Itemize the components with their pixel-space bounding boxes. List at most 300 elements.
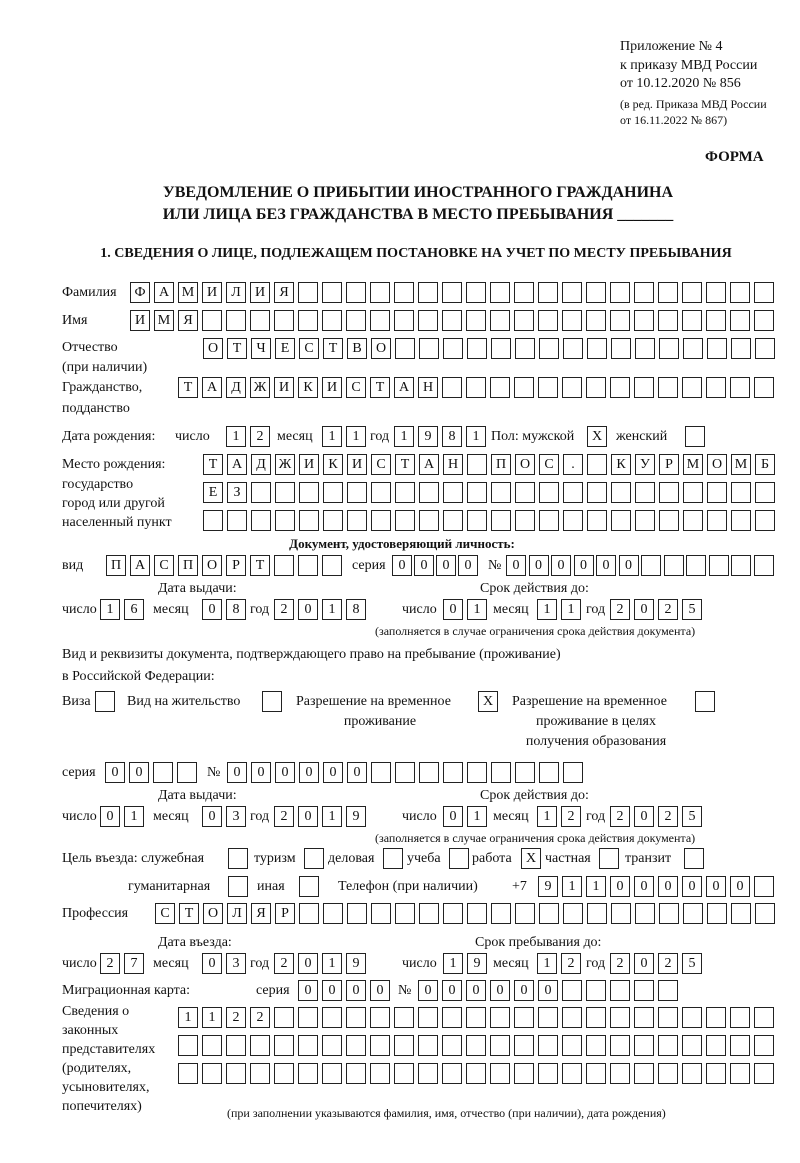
dob-day-cell[interactable]: 1 [226,426,246,447]
citizenship-cell[interactable] [514,377,534,398]
pob2-cell[interactable]: Е [203,482,223,503]
pob2-cell[interactable] [251,482,271,503]
citizenship-cell[interactable] [682,377,702,398]
pob3-cell[interactable] [683,510,703,531]
reps1-cell[interactable] [562,1007,582,1028]
patronymic-cell[interactable]: С [299,338,319,359]
citizenship-cell[interactable]: Т [178,377,198,398]
citizenship-cell[interactable] [706,377,726,398]
rd-series-cell[interactable]: 0 [129,762,149,783]
reps1-cell[interactable] [418,1007,438,1028]
surname-cell[interactable] [658,282,678,303]
name-cell[interactable] [706,310,726,331]
pob1-cell[interactable]: И [299,454,319,475]
pob3-cell[interactable] [611,510,631,531]
surname-cell[interactable] [754,282,774,303]
patronymic-cell[interactable]: Е [275,338,295,359]
reps1-cell[interactable] [538,1007,558,1028]
pob1-cell[interactable]: А [227,454,247,475]
entry-year-cell[interactable]: 1 [322,953,342,974]
reps2-cell[interactable] [250,1035,270,1056]
sex-female-cell[interactable] [685,426,705,447]
rd-number-cell[interactable] [515,762,535,783]
reps1-cell[interactable] [754,1007,774,1028]
phone-cell[interactable]: 0 [610,876,630,897]
phone-cell[interactable]: 0 [658,876,678,897]
p-humanitarian-cell[interactable] [228,876,248,897]
reps1-cell[interactable] [730,1007,750,1028]
reps3-cell[interactable] [298,1063,318,1084]
dob-year-cell[interactable]: 9 [418,426,438,447]
patronymic-cell[interactable] [443,338,463,359]
pob2-cell[interactable] [419,482,439,503]
pob1-cell[interactable]: О [707,454,727,475]
reps2-cell[interactable] [394,1035,414,1056]
patronymic-cell[interactable]: Т [227,338,247,359]
id-series-cell[interactable]: 0 [414,555,434,576]
surname-cell[interactable] [562,282,582,303]
pob2-cell[interactable] [539,482,559,503]
pob2-cell[interactable] [443,482,463,503]
pob2-cell[interactable] [731,482,751,503]
reps3-cell[interactable] [466,1063,486,1084]
profession-cell[interactable] [515,903,535,924]
pob1-cell[interactable]: Д [251,454,271,475]
reps1-cell[interactable]: 2 [226,1007,246,1028]
profession-cell[interactable] [659,903,679,924]
pob1-cell[interactable]: М [731,454,751,475]
id-series-cell[interactable]: 0 [458,555,478,576]
pob2-cell[interactable] [323,482,343,503]
reps2-cell[interactable] [514,1035,534,1056]
mc-series-cell[interactable]: 0 [322,980,342,1001]
id-kind-cell[interactable]: С [154,555,174,576]
p-tourism-cell[interactable] [304,848,324,869]
citizenship-cell[interactable] [562,377,582,398]
reps2-cell[interactable] [418,1035,438,1056]
pob1-cell[interactable]: Н [443,454,463,475]
patronymic-cell[interactable] [659,338,679,359]
name-cell[interactable] [754,310,774,331]
mc-number-cell[interactable]: 0 [442,980,462,1001]
reps2-cell[interactable] [610,1035,630,1056]
pob2-cell[interactable] [755,482,775,503]
dob-year-cell[interactable]: 8 [442,426,462,447]
reps3-cell[interactable] [322,1063,342,1084]
pob3-cell[interactable] [539,510,559,531]
pob2-cell[interactable] [275,482,295,503]
name-cell[interactable] [346,310,366,331]
patronymic-cell[interactable] [611,338,631,359]
citizenship-cell[interactable] [634,377,654,398]
sex-male-cell[interactable]: X [587,426,607,447]
id-valid-year-cell[interactable]: 2 [610,599,630,620]
reps3-cell[interactable] [634,1063,654,1084]
pob3-cell[interactable] [203,510,223,531]
pob2-cell[interactable] [467,482,487,503]
rd-issue-year-cell[interactable]: 9 [346,806,366,827]
surname-cell[interactable] [682,282,702,303]
pob3-cell[interactable] [515,510,535,531]
surname-cell[interactable] [706,282,726,303]
pob1-cell[interactable]: С [371,454,391,475]
reps2-cell[interactable] [298,1035,318,1056]
rd-valid-day-cell[interactable]: 0 [443,806,463,827]
entry-year-cell[interactable]: 2 [274,953,294,974]
p-business-cell[interactable] [383,848,403,869]
reps3-cell[interactable] [418,1063,438,1084]
surname-cell[interactable] [634,282,654,303]
citizenship-cell[interactable]: Н [418,377,438,398]
reps1-cell[interactable]: 2 [250,1007,270,1028]
surname-cell[interactable] [538,282,558,303]
patronymic-cell[interactable] [563,338,583,359]
reps2-cell[interactable] [586,1035,606,1056]
name-cell[interactable] [466,310,486,331]
rd-number-cell[interactable] [491,762,511,783]
reps2-cell[interactable] [490,1035,510,1056]
reps1-cell[interactable] [514,1007,534,1028]
id-number-cell[interactable]: 0 [529,555,549,576]
surname-cell[interactable] [298,282,318,303]
profession-cell[interactable]: Р [275,903,295,924]
pob1-cell[interactable]: О [515,454,535,475]
p-study-cell[interactable] [449,848,469,869]
pob1-cell[interactable]: У [635,454,655,475]
dob-day-cell[interactable]: 2 [250,426,270,447]
reps2-cell[interactable] [370,1035,390,1056]
rd-valid-year-cell[interactable]: 5 [682,806,702,827]
patronymic-cell[interactable] [419,338,439,359]
rd-series-cell[interactable] [153,762,173,783]
visa-cell[interactable] [95,691,115,712]
pob2-cell[interactable] [587,482,607,503]
pob1-cell[interactable]: М [683,454,703,475]
profession-cell[interactable] [731,903,751,924]
entry-year-cell[interactable]: 9 [346,953,366,974]
p-work-cell[interactable]: X [521,848,541,869]
patronymic-cell[interactable] [635,338,655,359]
pob3-cell[interactable] [731,510,751,531]
phone-cell[interactable]: 1 [586,876,606,897]
id-number-cell[interactable] [641,555,661,576]
stay-year-cell[interactable]: 5 [682,953,702,974]
name-cell[interactable] [658,310,678,331]
reps1-cell[interactable] [706,1007,726,1028]
id-series-cell[interactable]: 0 [436,555,456,576]
reps3-cell[interactable] [274,1063,294,1084]
rd-issue-month-cell[interactable]: 0 [202,806,222,827]
residence-cell[interactable] [262,691,282,712]
mc-number-cell[interactable]: 0 [466,980,486,1001]
profession-cell[interactable] [635,903,655,924]
p-other-cell[interactable] [299,876,319,897]
entry-year-cell[interactable]: 0 [298,953,318,974]
patronymic-cell[interactable] [683,338,703,359]
pob1-cell[interactable]: С [539,454,559,475]
id-number-cell[interactable]: 0 [574,555,594,576]
rd-issue-year-cell[interactable]: 1 [322,806,342,827]
pob2-cell[interactable] [683,482,703,503]
pob1-cell[interactable]: П [491,454,511,475]
reps2-cell[interactable] [754,1035,774,1056]
rd-valid-day-cell[interactable]: 1 [467,806,487,827]
reps2-cell[interactable] [538,1035,558,1056]
pob2-cell[interactable] [299,482,319,503]
id-issue-year-cell[interactable]: 0 [298,599,318,620]
reps1-cell[interactable]: 1 [202,1007,222,1028]
pob3-cell[interactable] [443,510,463,531]
reps2-cell[interactable] [706,1035,726,1056]
name-cell[interactable] [298,310,318,331]
pob1-cell[interactable]: А [419,454,439,475]
pob3-cell[interactable] [755,510,775,531]
phone-cell[interactable]: 0 [634,876,654,897]
profession-cell[interactable] [395,903,415,924]
entry-day-cell[interactable]: 7 [124,953,144,974]
patronymic-cell[interactable] [467,338,487,359]
citizenship-cell[interactable] [442,377,462,398]
stay-year-cell[interactable]: 2 [610,953,630,974]
id-number-cell[interactable]: 0 [596,555,616,576]
phone-cell[interactable]: 9 [538,876,558,897]
patronymic-cell[interactable]: В [347,338,367,359]
p-private-cell[interactable] [599,848,619,869]
reps1-cell[interactable] [322,1007,342,1028]
reps3-cell[interactable] [226,1063,246,1084]
id-valid-year-cell[interactable]: 5 [682,599,702,620]
stay-month-cell[interactable]: 1 [537,953,557,974]
surname-cell[interactable] [418,282,438,303]
reps3-cell[interactable] [730,1063,750,1084]
id-number-cell[interactable] [664,555,684,576]
reps3-cell[interactable] [178,1063,198,1084]
pob3-cell[interactable] [395,510,415,531]
rd-number-cell[interactable] [563,762,583,783]
entry-day-cell[interactable]: 2 [100,953,120,974]
citizenship-cell[interactable]: К [298,377,318,398]
mc-series-cell[interactable]: 0 [346,980,366,1001]
phone-cell[interactable]: 0 [706,876,726,897]
mc-series-cell[interactable]: 0 [370,980,390,1001]
pob2-cell[interactable] [515,482,535,503]
reps1-cell[interactable] [682,1007,702,1028]
profession-cell[interactable]: С [155,903,175,924]
rd-issue-day-cell[interactable]: 0 [100,806,120,827]
profession-cell[interactable] [707,903,727,924]
id-kind-cell[interactable] [322,555,342,576]
citizenship-cell[interactable] [730,377,750,398]
pob1-cell[interactable] [587,454,607,475]
stay-year-cell[interactable]: 2 [658,953,678,974]
p-official-cell[interactable] [228,848,248,869]
id-number-cell[interactable] [686,555,706,576]
id-number-cell[interactable] [709,555,729,576]
name-cell[interactable]: Я [178,310,198,331]
surname-cell[interactable] [730,282,750,303]
profession-cell[interactable] [467,903,487,924]
reps1-cell[interactable] [658,1007,678,1028]
pob1-cell[interactable]: Р [659,454,679,475]
reps1-cell[interactable] [586,1007,606,1028]
reps3-cell[interactable] [706,1063,726,1084]
patronymic-cell[interactable] [755,338,775,359]
surname-cell[interactable]: Ф [130,282,150,303]
pob2-cell[interactable] [635,482,655,503]
id-kind-cell[interactable]: П [178,555,198,576]
reps3-cell[interactable] [394,1063,414,1084]
pob3-cell[interactable] [419,510,439,531]
stay-day-cell[interactable]: 9 [467,953,487,974]
profession-cell[interactable]: О [203,903,223,924]
patronymic-cell[interactable]: О [371,338,391,359]
rd-number-cell[interactable]: 0 [251,762,271,783]
name-cell[interactable] [394,310,414,331]
mc-number-cell[interactable] [634,980,654,1001]
name-cell[interactable] [610,310,630,331]
pob2-cell[interactable] [563,482,583,503]
profession-cell[interactable] [611,903,631,924]
pob2-cell[interactable] [659,482,679,503]
patronymic-cell[interactable]: О [203,338,223,359]
pob2-cell[interactable]: З [227,482,247,503]
patronymic-cell[interactable] [539,338,559,359]
id-kind-cell[interactable] [298,555,318,576]
profession-cell[interactable] [299,903,319,924]
pob2-cell[interactable] [707,482,727,503]
id-kind-cell[interactable]: А [130,555,150,576]
mc-number-cell[interactable]: 0 [514,980,534,1001]
pob1-cell[interactable]: . [563,454,583,475]
reps2-cell[interactable] [658,1035,678,1056]
p-transit-cell[interactable] [684,848,704,869]
pob1-cell[interactable]: Т [395,454,415,475]
pob1-cell[interactable]: К [611,454,631,475]
id-kind-cell[interactable]: О [202,555,222,576]
name-cell[interactable] [418,310,438,331]
pob1-cell[interactable]: К [323,454,343,475]
surname-cell[interactable]: Л [226,282,246,303]
pob1-cell[interactable]: Б [755,454,775,475]
pob2-cell[interactable] [491,482,511,503]
reps3-cell[interactable] [562,1063,582,1084]
reps2-cell[interactable] [274,1035,294,1056]
citizenship-cell[interactable]: С [346,377,366,398]
rd-valid-month-cell[interactable]: 1 [537,806,557,827]
reps3-cell[interactable] [610,1063,630,1084]
phone-cell[interactable]: 0 [682,876,702,897]
pob2-cell[interactable] [395,482,415,503]
id-valid-day-cell[interactable]: 0 [443,599,463,620]
rd-number-cell[interactable] [371,762,391,783]
id-issue-year-cell[interactable]: 2 [274,599,294,620]
id-series-cell[interactable]: 0 [392,555,412,576]
reps3-cell[interactable] [514,1063,534,1084]
id-valid-month-cell[interactable]: 1 [561,599,581,620]
pob3-cell[interactable] [371,510,391,531]
rd-number-cell[interactable]: 0 [275,762,295,783]
citizenship-cell[interactable]: Д [226,377,246,398]
surname-cell[interactable]: И [202,282,222,303]
reps1-cell[interactable] [298,1007,318,1028]
mc-series-cell[interactable]: 0 [298,980,318,1001]
profession-cell[interactable] [491,903,511,924]
name-cell[interactable] [730,310,750,331]
pob2-cell[interactable] [371,482,391,503]
rd-number-cell[interactable]: 0 [323,762,343,783]
id-valid-month-cell[interactable]: 1 [537,599,557,620]
id-number-cell[interactable]: 0 [506,555,526,576]
pob1-cell[interactable]: И [347,454,367,475]
citizenship-cell[interactable] [586,377,606,398]
surname-cell[interactable] [442,282,462,303]
mc-number-cell[interactable] [586,980,606,1001]
pob3-cell[interactable] [491,510,511,531]
reps3-cell[interactable] [586,1063,606,1084]
profession-cell[interactable]: Я [251,903,271,924]
pob2-cell[interactable] [611,482,631,503]
mc-number-cell[interactable] [562,980,582,1001]
patronymic-cell[interactable] [491,338,511,359]
reps3-cell[interactable] [754,1063,774,1084]
reps3-cell[interactable] [346,1063,366,1084]
rd-number-cell[interactable]: 0 [227,762,247,783]
dob-year-cell[interactable]: 1 [466,426,486,447]
reps3-cell[interactable] [538,1063,558,1084]
rd-series-cell[interactable]: 0 [105,762,125,783]
surname-cell[interactable] [370,282,390,303]
id-issue-month-cell[interactable]: 0 [202,599,222,620]
name-cell[interactable] [514,310,534,331]
surname-cell[interactable] [586,282,606,303]
id-kind-cell[interactable]: Р [226,555,246,576]
reps1-cell[interactable] [634,1007,654,1028]
name-cell[interactable]: И [130,310,150,331]
surname-cell[interactable] [346,282,366,303]
citizenship-cell[interactable] [538,377,558,398]
profession-cell[interactable] [323,903,343,924]
rd-number-cell[interactable] [395,762,415,783]
pob3-cell[interactable] [467,510,487,531]
entry-month-cell[interactable]: 3 [226,953,246,974]
surname-cell[interactable]: И [250,282,270,303]
profession-cell[interactable] [587,903,607,924]
name-cell[interactable]: М [154,310,174,331]
id-valid-year-cell[interactable]: 2 [658,599,678,620]
reps1-cell[interactable] [274,1007,294,1028]
citizenship-cell[interactable]: И [322,377,342,398]
stay-month-cell[interactable]: 2 [561,953,581,974]
pob3-cell[interactable] [347,510,367,531]
rd-valid-year-cell[interactable]: 0 [634,806,654,827]
name-cell[interactable] [586,310,606,331]
profession-cell[interactable] [755,903,775,924]
name-cell[interactable] [490,310,510,331]
surname-cell[interactable] [514,282,534,303]
dob-month-cell[interactable]: 1 [322,426,342,447]
citizenship-cell[interactable]: И [274,377,294,398]
pob3-cell[interactable] [635,510,655,531]
id-issue-day-cell[interactable]: 1 [100,599,120,620]
mc-number-cell[interactable]: 0 [418,980,438,1001]
mc-number-cell[interactable] [610,980,630,1001]
profession-cell[interactable] [443,903,463,924]
reps3-cell[interactable] [202,1063,222,1084]
citizenship-cell[interactable]: А [394,377,414,398]
id-issue-day-cell[interactable]: 6 [124,599,144,620]
profession-cell[interactable] [683,903,703,924]
pob3-cell[interactable] [323,510,343,531]
